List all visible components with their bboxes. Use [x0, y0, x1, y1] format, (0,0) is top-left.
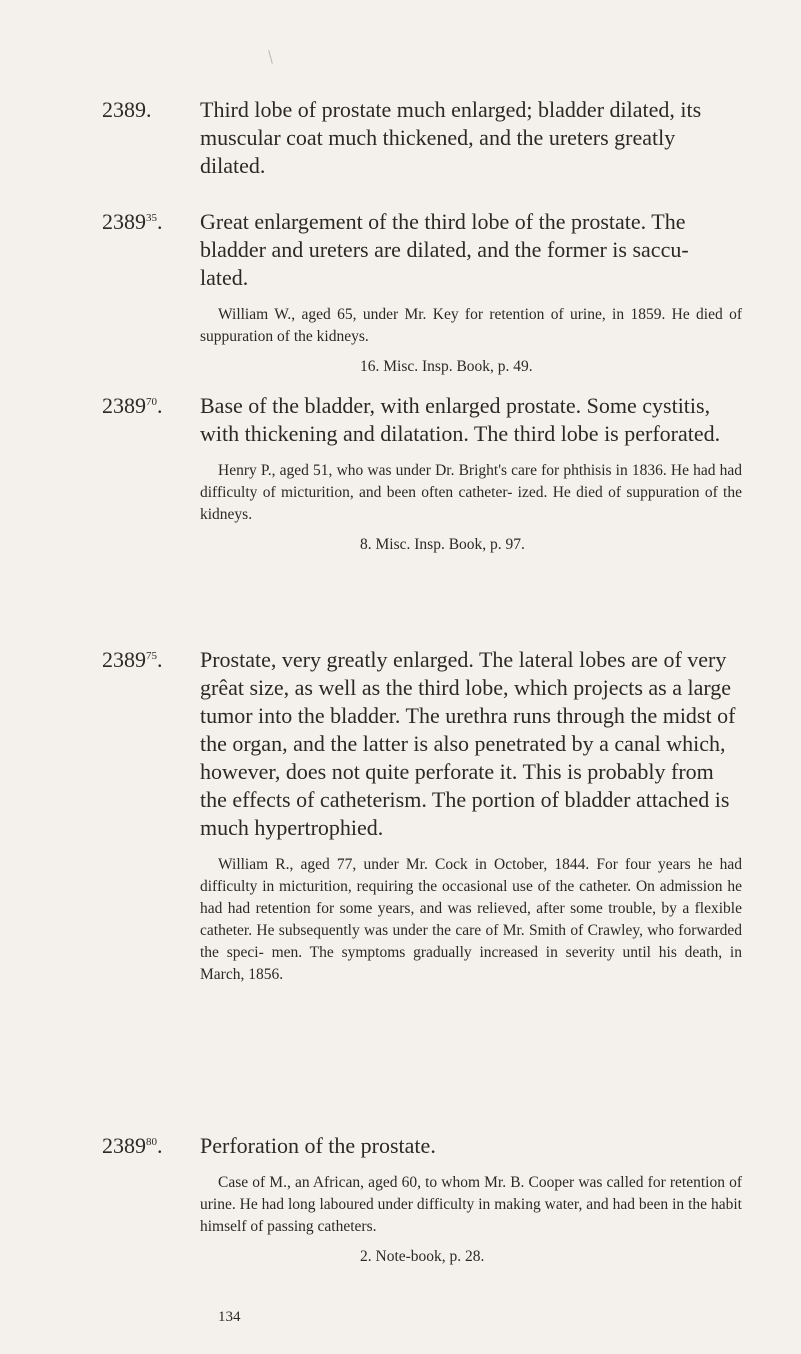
case-reference: 16. Misc. Insp. Book, p. 49. — [360, 358, 533, 375]
case-note: Henry P., aged 51, who was under Dr. Bright's care for phthisis in 1836. He had had difficulty of micturition, and been often catheter- ized. He died of suppuration of the kidneys. — [200, 462, 742, 523]
case-note: William W., aged 65, under Mr. Key for retention of urine, in 1859. He died of suppuration of the kidneys. — [200, 306, 742, 345]
entry-heading — [102, 208, 742, 292]
entry-description: Base of the bladder, with enlarged prostate. Some cystitis, with thickening and dilatation. The third lobe is perforated. — [200, 393, 721, 446]
entry-heading — [102, 392, 742, 448]
entry-number: 2389$^{35}$. — [102, 209, 163, 234]
page-blemish — [268, 50, 273, 64]
entry-description: Great enlargement of the third lobe of the prostate. The bladder and ureters are dilated, and the former is saccu- lated. — [200, 209, 689, 290]
case-note: Case of M., an African, aged 60, to whom Mr. B. Cooper was called for retention of urine. He had long laboured under difficulty in making water, and had been in the habit himself of passing catheters. — [200, 1174, 742, 1235]
entry-description: Third lobe of prostate much enlarged; bladder dilated, its muscular coat much thickened, and the ureters greatly dilated. — [200, 97, 702, 178]
entry-number: 2389$^{80}$. — [102, 1133, 163, 1158]
page-number: 134 — [218, 1309, 241, 1325]
catalogue-entry-2389 — [102, 96, 742, 180]
case-note: William R., aged 77, under Mr. Cock in October, 1844. For four years he had difficulty in micturition, requiring the occasional use of the catheter. On admission he had had retention for some years, and was relieved, after some trouble, by a flexible catheter. He subsequently was under the care of Mr. Smith of Crawley, who forwarded the speci- men. The symptoms gradually increased in severity until his death, in March, 1856. — [200, 856, 742, 983]
entry-number: 2389$^{75}$. — [102, 647, 163, 672]
entry-number: 2389$^{70}$. — [102, 393, 163, 418]
entry-description: Perforation of the prostate. — [200, 1133, 436, 1158]
catalogue-entry-2389-70 — [102, 392, 742, 556]
catalogue-entry-2389-80 — [102, 1132, 742, 1268]
entry-description: Prostate, very greatly enlarged. The lateral lobes are of very grêat size, as well as the third lobe, which projects as a large tumor into the bladder. The urethra runs through the midst of the organ, and the latter is also penetrated by a canal which, however, does not quite perforate it. This is probably from the effects of catheterism. The portion of bladder attached is much hypertrophied. — [200, 647, 736, 840]
entry-number: 2389. — [102, 97, 152, 122]
catalogue-entry-2389-35 — [102, 208, 742, 378]
entry-heading — [102, 96, 742, 180]
case-reference: 8. Misc. Insp. Book, p. 97. — [360, 536, 525, 553]
entry-heading — [102, 1132, 742, 1160]
entry-heading — [102, 646, 742, 842]
catalogue-entry-2389-75 — [102, 646, 742, 986]
case-reference: 2. Note-book, p. 28. — [360, 1248, 485, 1265]
